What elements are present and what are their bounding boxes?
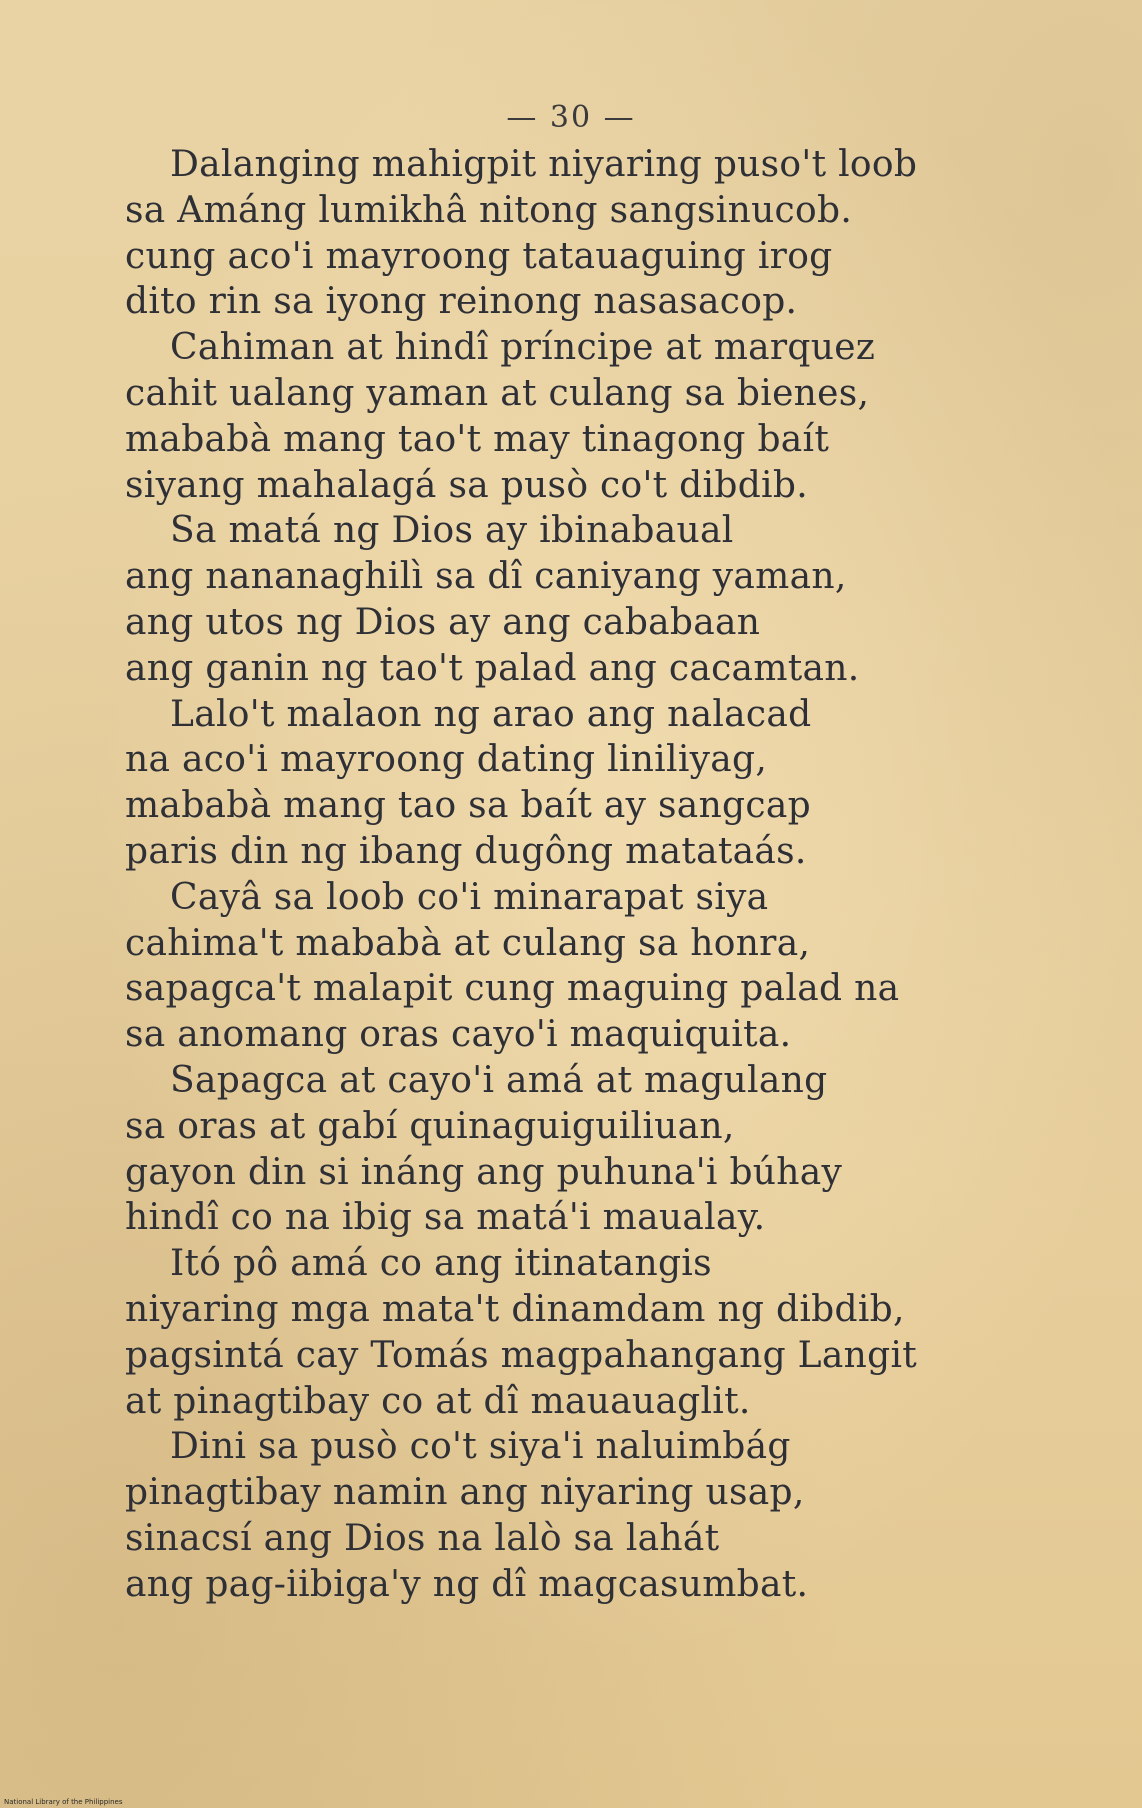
stanza <box>0 325 1142 508</box>
stanza <box>0 142 1142 325</box>
verse-line: na aco'i mayroong dating liniliyag, <box>125 739 768 781</box>
stanza <box>0 1241 1142 1424</box>
verse-line: mababà mang tao sa baít ay sangcap <box>125 785 811 827</box>
verse-line: ang pag-iibiga'y ng dî magcasumbat. <box>125 1563 809 1605</box>
verse-line: Lalo't malaon ng arao ang nalacad <box>170 693 812 735</box>
stanza <box>0 875 1142 1058</box>
stanza <box>0 692 1142 875</box>
verse-line: sa oras at gabí quinaguiguiliuan, <box>125 1105 735 1147</box>
verse-line: Sapagca at cayo'i amá at magulang <box>170 1059 828 1101</box>
verse-line: pinagtibay namin ang niyaring usap, <box>125 1472 805 1514</box>
library-credit: National Library of the Philippines <box>4 1798 123 1806</box>
verse-line: Itó pô amá co ang itinatangis <box>170 1243 712 1285</box>
verse-line: mababà mang tao't may tinagong baít <box>125 418 830 460</box>
poem-body <box>0 142 1142 1608</box>
verse-line: hindî co na ibig sa matá'i maualay. <box>125 1197 766 1239</box>
stanza <box>0 1058 1142 1241</box>
stanza <box>0 508 1142 691</box>
verse-line: paris din ng ibang dugông matataás. <box>125 830 807 872</box>
verse-line: ang ganin ng tao't palad ang cacamtan. <box>125 647 860 689</box>
verse-line: Cayâ sa loob co'i minarapat siya <box>170 876 769 918</box>
verse-line: pagsintá cay Tomás magpahangang Langit <box>125 1334 918 1376</box>
verse-line: Dalanging mahigpit niyaring puso't loob <box>170 144 918 185</box>
verse-line: niyaring mga mata't dinamdam ng dibdib, <box>125 1288 905 1330</box>
verse-line: Dini sa pusò co't siya'i naluimbág <box>170 1426 791 1468</box>
verse-line: dito rin sa iyong reinong nasasacop. <box>125 281 798 323</box>
verse-line: ang utos ng Dios ay ang cababaan <box>125 601 761 643</box>
verse-line: sa anomang oras cayo'i maquiquita. <box>125 1014 792 1056</box>
verse-line: siyang mahalagá sa pusò co't dibdib. <box>125 464 808 506</box>
verse-line: sapagca't malapit cung maguing palad na <box>125 968 900 1010</box>
verse-line: at pinagtibay co at dî mauauaglit. <box>125 1380 751 1422</box>
stanza <box>0 1424 1142 1607</box>
verse-line: sa Amáng lumikhâ nitong sangsinucob. <box>125 189 853 231</box>
verse-line: gayon din si ináng ang puhuna'i búhay <box>125 1151 843 1193</box>
verse-line: cung aco'i mayroong tatauaguing irog <box>125 235 833 277</box>
verse-line: cahit ualang yaman at culang sa bienes, <box>125 372 870 414</box>
page-number: — 30 — <box>506 100 636 135</box>
verse-line: Sa matá ng Dios ay ibinabaual <box>170 510 734 552</box>
verse-line: cahima't mababà at culang sa honra, <box>125 922 811 964</box>
verse-line: sinacsí ang Dios na lalò sa lahát <box>125 1517 720 1559</box>
verse-line: Cahiman at hindî príncipe at marquez <box>170 327 876 369</box>
verse-line: ang nananaghilì sa dî caniyang yaman, <box>125 556 847 598</box>
